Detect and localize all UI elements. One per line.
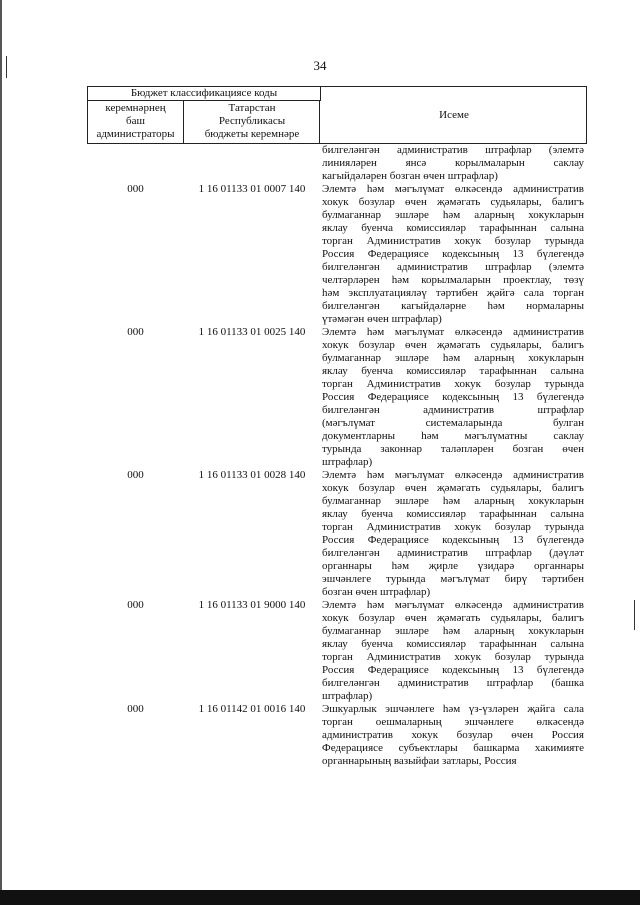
table-row — [87, 326, 587, 469]
description-line: һәм эксплуатацияләү тәртибен җәйгә сала торган — [322, 287, 584, 299]
description-line: торган Административ хокук бозулар турында — [322, 521, 584, 533]
description-line: кагыйдәләрен бозган өчен штрафлар) — [322, 170, 498, 182]
header-revenue-code-column — [185, 101, 320, 143]
description-line: Россия Федерациясе кодексының 13 бүлегендә — [322, 248, 584, 260]
description-line: торган Административ хокук бозулар турында — [322, 235, 584, 247]
admin-code-cell: 000 — [127, 599, 144, 611]
description-line: яклау буенча комиссияләр тарафыннан салына — [322, 508, 584, 520]
description-line: булмаганнар эшләре һәм аларның хокукларын — [322, 625, 584, 637]
description-line: линияләрен янсә корылмаларын саклау — [322, 157, 584, 169]
revenue-code-cell: 1 16 01142 01 0016 140 — [198, 703, 306, 715]
description-line: документларны һәм мәгълүматны саклау — [322, 430, 584, 442]
description-line: билгеләнгән административ штрафлар (элемтә — [322, 261, 584, 273]
description-line: булмаганнар эшләре һәм аларның хокукларын — [322, 352, 584, 364]
description-line: административ хокук бозулар өчен Россия — [322, 729, 584, 741]
description-line: билгеләнгән административ штрафлар (элемтә — [322, 144, 584, 156]
description-cell — [320, 599, 584, 703]
admin-code-cell: 000 — [127, 469, 144, 481]
description-line: хокук бозулар өчен җәмәгать судьялары, балигъ — [322, 196, 584, 208]
description-line: үтәмәгән өчен штрафлар) — [322, 313, 442, 325]
description-line: яклау буенча комиссияләр тарафыннан салына — [322, 638, 584, 650]
description-line: торган оешмаларның эшчәнлеге өлкәсендә — [322, 716, 584, 728]
header-admin-column — [88, 101, 184, 143]
description-line: хокук бозулар өчен җәмәгать судьялары, балигъ — [322, 339, 584, 351]
table-row — [87, 144, 587, 183]
description-line: Элемтә һәм мәгълүмат өлкәсендә административ — [322, 469, 584, 481]
description-cell — [320, 144, 584, 183]
description-line: органнары һәм җирле үзидарә органнары — [322, 560, 584, 572]
admin-code-cell — [87, 144, 184, 183]
description-cell — [320, 326, 584, 469]
header-text: Республикасы — [218, 115, 286, 127]
header-text: баш — [126, 115, 145, 127]
description-line: билгеләнгән административ штрафлар (дәүләт — [322, 547, 584, 559]
revenue-code-cell — [184, 144, 320, 183]
description-line: Элемтә һәм мәгълүмат өлкәсендә административ — [322, 599, 584, 611]
header-text: керемнәрнең — [105, 102, 166, 114]
description-line: Элемтә һәм мәгълүмат өлкәсендә административ — [322, 326, 584, 338]
description-line: хокук бозулар өчен җәмәгать судьялары, балигъ — [322, 482, 584, 494]
description-cell — [320, 183, 584, 326]
description-line: эшчәнлеге турында мәгълүмат бирү тәртибен — [322, 573, 584, 585]
description-line: яклау буенча комиссияләр тарафыннан салына — [322, 365, 584, 377]
page-number: 34 — [313, 58, 327, 73]
description-line: хокук бозулар өчен җәмәгать судьялары, балигъ — [322, 612, 584, 624]
description-line: (мәгълүмат системаларында булган — [322, 417, 584, 429]
description-line: Эшкуарлык эшчәнлеге һәм үз-үзләрен җайга сала — [322, 703, 584, 715]
description-line: органнарының вазыйфаи затлары, Россия — [322, 755, 517, 767]
description-line: билгеләнгән кагыйдәләрне һәм нормаларны — [322, 300, 584, 312]
table-header — [87, 86, 587, 144]
table-row — [87, 599, 587, 703]
table-body — [87, 144, 587, 768]
description-line: бозган өчен штрафлар) — [322, 586, 431, 598]
header-group-title: Бюджет классификациясе коды — [88, 87, 321, 101]
description-line: торган Административ хокук бозулар турында — [322, 651, 584, 663]
header-text: администраторы — [96, 128, 175, 140]
header-text: бюджеты керемнәре — [204, 128, 300, 140]
table-row — [87, 469, 587, 599]
description-line: штрафлар) — [322, 456, 373, 468]
description-line: Федерациясе субъектлары башкарма хакимияте — [322, 742, 584, 754]
admin-code-cell: 000 — [127, 326, 144, 338]
budget-classification-table — [87, 86, 587, 768]
admin-code-cell: 000 — [127, 703, 144, 715]
description-line: булмаганнар эшләре һәм аларның хокукларын — [322, 495, 584, 507]
description-line: билгеләнгән административ штрафлар — [322, 404, 584, 416]
description-line: челтәрләрен һәм корылмаларын проектлау, төзү — [322, 274, 584, 286]
admin-code-cell: 000 — [127, 183, 144, 195]
description-line: Россия Федерациясе кодексының 13 бүлегендә — [322, 664, 584, 676]
scan-left-edge — [0, 0, 2, 905]
description-line: Элемтә һәм мәгълүмат өлкәсендә административ — [322, 183, 584, 195]
scan-mark — [634, 600, 635, 630]
description-line: штрафлар) — [322, 690, 373, 702]
revenue-code-cell: 1 16 01133 01 0028 140 — [198, 469, 306, 481]
description-line: Россия Федерациясе кодексының 13 бүлегендә — [322, 391, 584, 403]
table-row — [87, 703, 587, 768]
description-cell — [320, 703, 584, 768]
description-cell — [320, 469, 584, 599]
revenue-code-cell: 1 16 01133 01 9000 140 — [198, 599, 306, 611]
revenue-code-cell: 1 16 01133 01 0007 140 — [198, 183, 306, 195]
header-text: Татарстан — [228, 102, 276, 114]
description-line: булмаганнар эшләре һәм аларның хокукларын — [322, 209, 584, 221]
scan-bottom-edge — [0, 890, 640, 905]
table-row — [87, 183, 587, 326]
header-name-column: Исеме — [439, 109, 469, 121]
description-line: торган Административ хокук бозулар турында — [322, 378, 584, 390]
description-line: яклау буенча комиссияләр тарафыннан салына — [322, 222, 584, 234]
description-line: Россия Федерациясе кодексының 13 бүлегендә — [322, 534, 584, 546]
description-line: билгеләнгән административ штрафлар (башка — [322, 677, 584, 689]
description-line: турында законнар таләпләрен бозган өчен — [322, 443, 584, 455]
revenue-code-cell: 1 16 01133 01 0025 140 — [198, 326, 306, 338]
